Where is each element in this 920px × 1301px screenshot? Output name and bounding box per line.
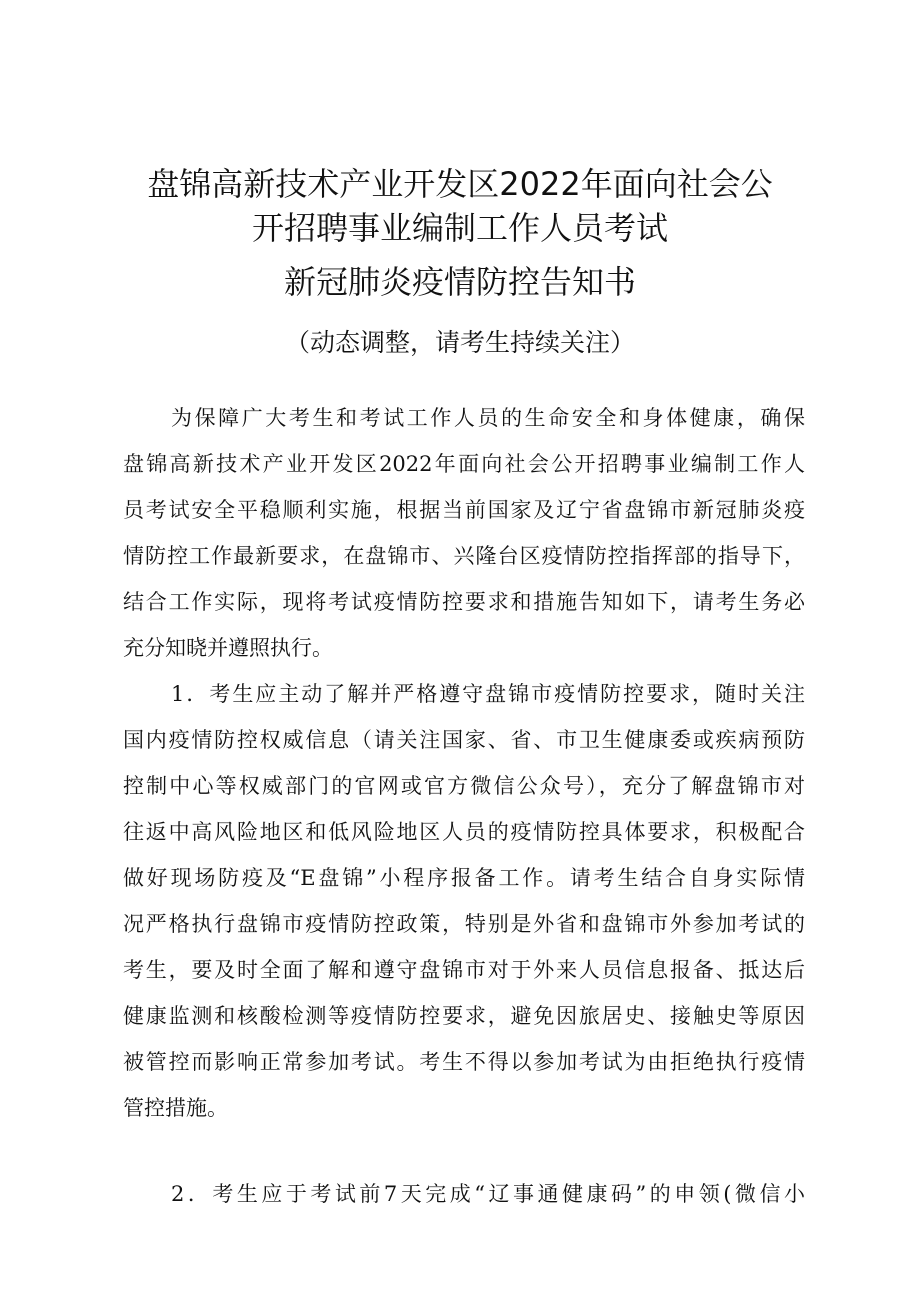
body-line: 考生，要及时全面了解和遵守盘锦市对于外来人员信息报备、抵达后 [123,958,805,982]
body-line: 做好现场防疫及“E盘锦”小程序报备工作。请考生结合自身实际情 [123,866,805,890]
document-title-line-2: 开招聘事业编制工作人员考试 [251,209,668,247]
body-line: 充分知晓并遵照执行。 [123,636,333,660]
body-line: 被管控而影响正常参加考试。考生不得以参加考试为由拒绝执行疫情 [123,1050,805,1074]
body-line: 为保障广大考生和考试工作人员的生命安全和身体健康，确保 [171,406,805,430]
body-line: 员考试安全平稳顺利实施，根据当前国家及辽宁省盘锦市新冠肺炎疫 [123,498,805,522]
body-line: 况严格执行盘锦市疫情防控政策，特别是外省和盘锦市外参加考试的 [123,912,805,936]
document-subtitle: （动态调整，请考生持续关注） [284,328,635,357]
body-line: 控制中心等权威部门的官网或官方微信公众号），充分了解盘锦市对 [123,774,805,798]
body-line: 1．考生应主动了解并严格遵守盘锦市疫情防控要求，随时关注 [171,682,805,706]
body-line: 结合工作实际，现将考试疫情防控要求和措施告知如下，请考生务必 [123,590,805,614]
body-line: 管控措施。 [123,1096,228,1120]
body-line: 健康监测和核酸检测等疫情防控要求，避免因旅居史、接触史等原因 [123,1004,805,1028]
document-title-line-3: 新冠肺炎疫情防控告知书 [283,263,636,301]
body-line: 往返中高风险地区和低风险地区人员的疫情防控具体要求，积极配合 [123,820,805,844]
body-line: 2．考生应于考试前7天完成“辽事通健康码”的申领(微信小 [171,1182,805,1206]
document-title-line-1: 盘锦高新技术产业开发区2022年面向社会公 [147,165,773,203]
body-line: 情防控工作最新要求，在盘锦市、兴隆台区疫情防控指挥部的指导下， [123,544,805,568]
body-line: 国内疫情防控权威信息（请关注国家、省、市卫生健康委或疾病预防 [123,728,805,752]
body-line: 盘锦高新技术产业开发区2022年面向社会公开招聘事业编制工作人 [123,452,805,476]
